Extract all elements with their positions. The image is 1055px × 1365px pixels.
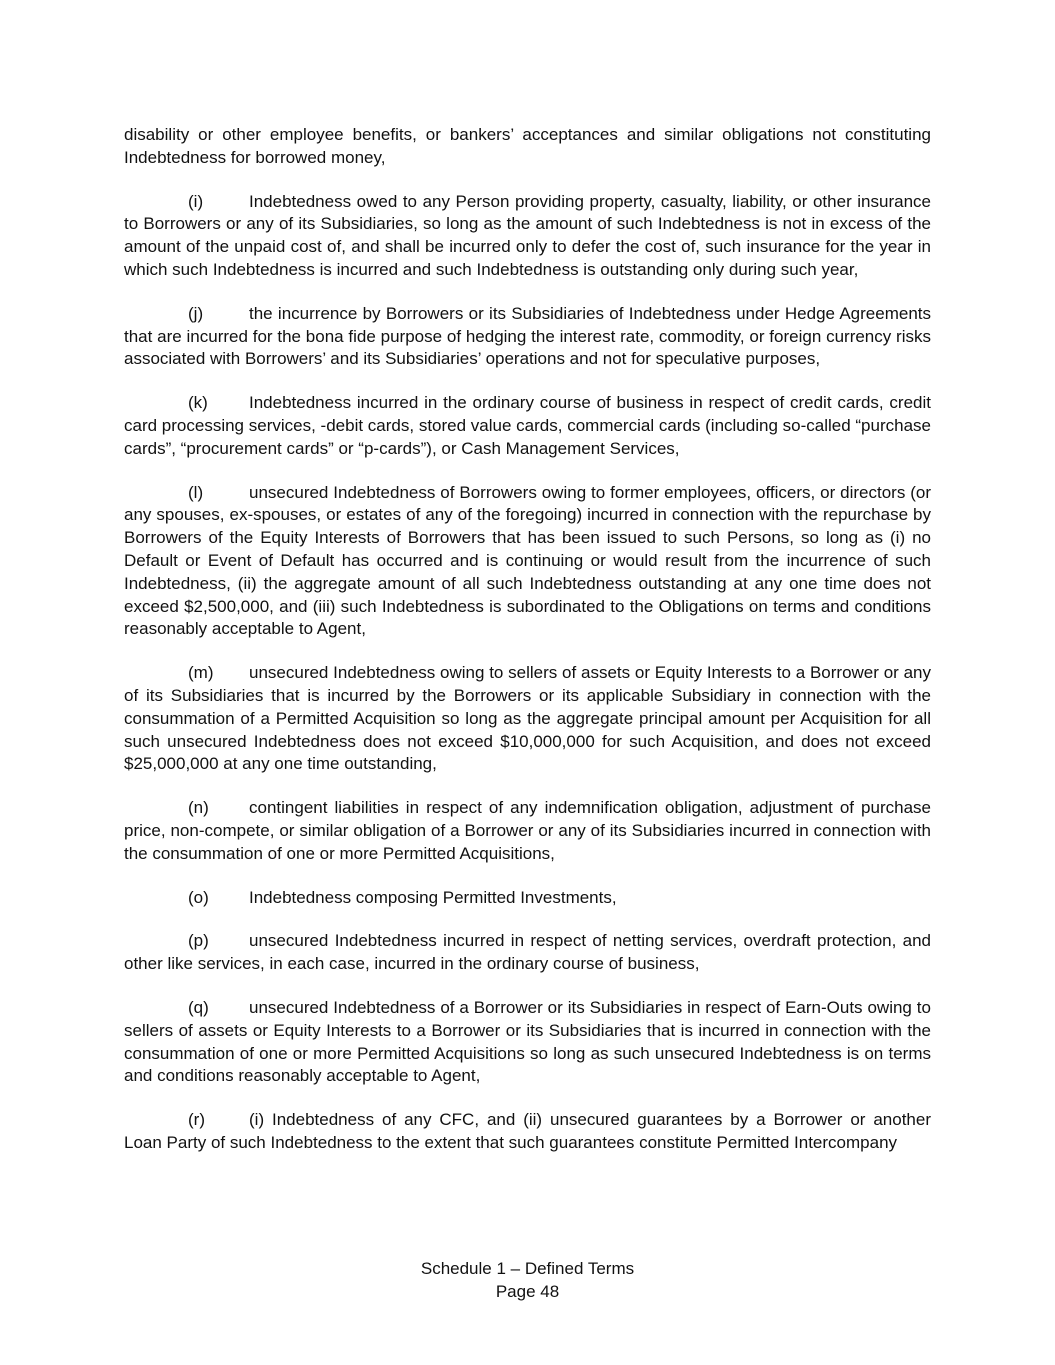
page-number: Page 48	[495, 1282, 560, 1301]
clause-p	[124, 930, 931, 976]
clause-n	[124, 797, 931, 865]
clause-label: (j)	[188, 303, 204, 323]
clause-label: (n)	[188, 798, 209, 818]
clause-text: Indebtedness owed to any Person providing property, casualty, liability, or other insurance to Borrowers or any of its Subsidiaries, so long as the amount of such Indebtedness is not in excess of the amount of the unpaid cost of, and shall be incurred only to defer the cost of, such insurance for the year in which such Indebtedness is incurred and such Indebtedness is outstanding only during such year,	[124, 191, 931, 279]
clause-text: Indebtedness composing Permitted Investments,	[249, 887, 617, 907]
clause-text: Indebtedness incurred in the ordinary course of business in respect of credit cards, credit card processing services, -debit cards, stored value cards, commercial cards (including so-called “purchase cards”, “procurement cards” or “p-cards”), or Cash Management Services,	[124, 393, 931, 458]
footer-title: Schedule 1 – Defined Terms	[420, 1259, 635, 1278]
clause-label: (l)	[188, 482, 204, 502]
clause-text: the incurrence by Borrowers or its Subsidiaries of Indebtedness under Hedge Agreements that are incurred for the bona fide purpose of hedging the interest rate, commodity, or foreign currency risks associated with Borrowers’ and its Subsidiaries’ operations and not for speculative purposes,	[124, 303, 931, 369]
clause-text: unsecured Indebtedness of Borrowers owing to former employees, officers, or directors (or any spouses, ex-spouses, or estates of any of the foregoing) incurred in connection with the repurchase by Borrowers of the Equity Interests of Borrowers that has been issued to such Persons, so long as (i) no Default or Event of Default has occurred and is continuing or would result from the incurrence of such Indebtedness, (ii) the aggregate amount of all such Indebtedness outstanding at any one time does not exceed $2,500,000, and (iii) such Indebtedness is subordinated to the Obligations on terms and conditions reasonably acceptable to Agent,	[124, 482, 931, 639]
clause-text: unsecured Indebtedness incurred in respect of netting services, overdraft protection, and other like services, in each case, incurred in the ordinary course of business,	[124, 931, 931, 974]
clause-q	[124, 997, 931, 1088]
clause-label: (o)	[188, 887, 209, 907]
clause-text: unsecured Indebtedness owing to sellers of assets or Equity Interests to a Borrower or any of its Subsidiaries that is incurred by the Borrowers or its applicable Subsidiary in connection with the consummation of a Permitted Acquisition so long as the aggregate principal amount per Acquisition for all such unsecured Indebtedness does not exceed $10,000,000 for such Acquisition, and does not exceed $25,000,000 at any one time outstanding,	[124, 663, 931, 774]
clause-text: (i) Indebtedness of any CFC, and (ii) unsecured guarantees by a Borrower or another Loan Party of such Indebtedness to the extent that such guarantees constitute Permitted Intercompany	[124, 1110, 931, 1152]
clause-text: unsecured Indebtedness of a Borrower or its Subsidiaries in respect of Earn-Outs owing to sellers of assets or Equity Interests to a Borrower or its Subsidiaries that is incurred in connection with the consummation of one or more Permitted Acquisitions so long as such unsecured Indebtedness is on terms and conditions reasonably acceptable to Agent,	[124, 997, 931, 1086]
intro-paragraph: disability or other employee benefits, or bankers’ acceptances and similar obligations not constituting Indebtedness for borrowed money,	[124, 125, 931, 167]
clause-k	[124, 392, 931, 460]
clause-m	[124, 662, 931, 776]
clause-label: (i)	[188, 191, 204, 211]
clause-o	[124, 887, 931, 910]
clause-label: (q)	[188, 997, 209, 1017]
clause-text: contingent liabilities in respect of any indemnification obligation, adjustment of purchase price, non-compete, or similar obligation of a Borrower or any of its Subsidiaries incurred in connection with the consummation of one or more Permitted Acquisitions,	[124, 798, 931, 863]
clause-j	[124, 303, 931, 371]
clause-l	[124, 482, 931, 642]
clause-label: (r)	[188, 1110, 205, 1130]
clause-i	[124, 191, 931, 282]
page-footer	[0, 1257, 1055, 1303]
clause-label: (k)	[188, 393, 208, 413]
clause-r	[124, 1109, 931, 1155]
document-body	[124, 124, 931, 1176]
clause-label: (m)	[188, 663, 214, 683]
clause-label: (p)	[188, 931, 209, 951]
